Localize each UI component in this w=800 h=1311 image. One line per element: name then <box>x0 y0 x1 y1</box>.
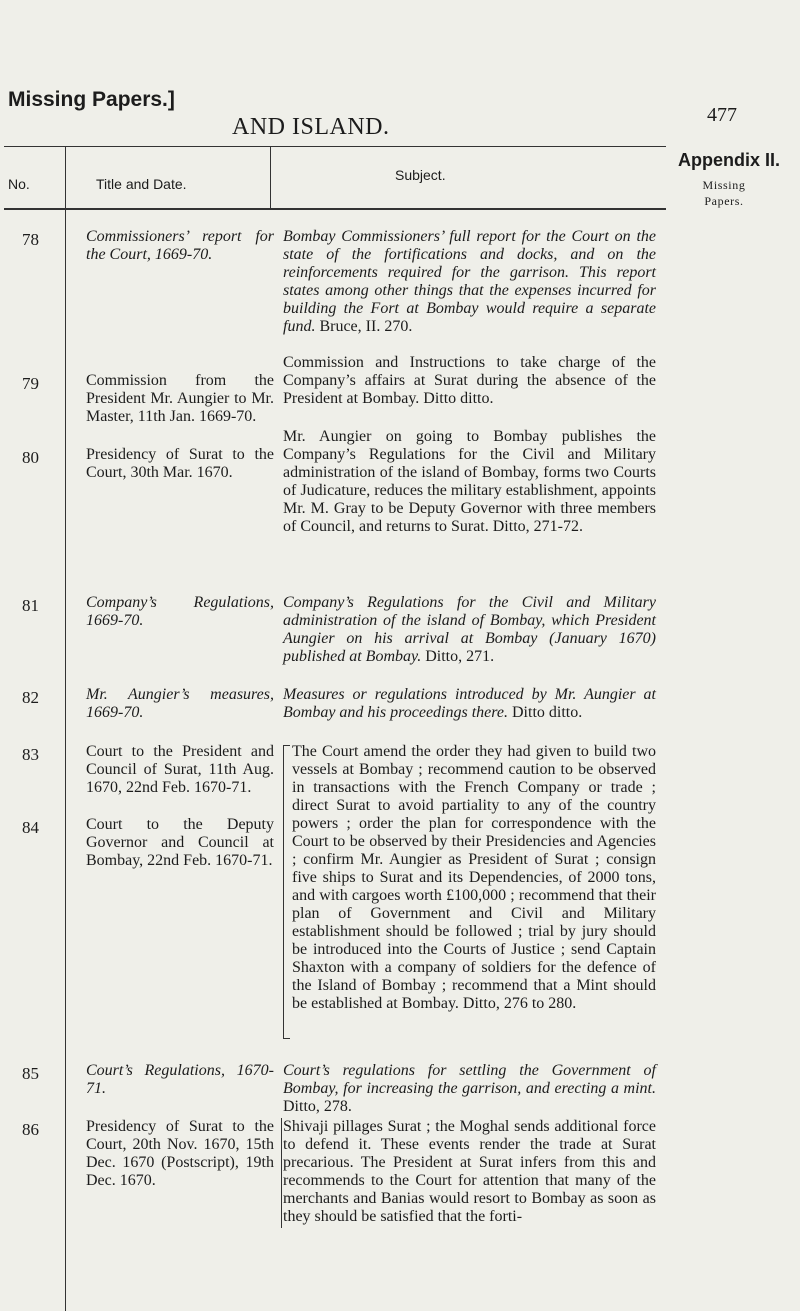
entry-subject-text: Bombay Commissioners’ full report for the Court on the state of the fortifications and docks, and on the reinforcements required for the garrison. This report states among other things that the expenses incurred for building the Fort at Bombay would require a separate fund. <box>283 228 656 335</box>
entry-reference: Ditto ditto. <box>512 704 583 721</box>
column-divider <box>270 146 271 210</box>
page-number: 477 <box>707 104 737 126</box>
entry-number: 79 <box>22 374 39 393</box>
entry-subject <box>283 686 656 722</box>
entry-title: Court to the President and Council of Surat, 11th Aug. 1670, 22nd Feb. 1670-71. <box>86 743 274 796</box>
entry-reference: Ditto, 271. <box>425 648 495 665</box>
entry-number: 78 <box>22 230 39 249</box>
table-header-rule <box>4 208 666 210</box>
appendix-label: Appendix II. <box>678 150 781 170</box>
entry-number: 86 <box>22 1120 39 1139</box>
entry-number: 82 <box>22 688 39 707</box>
running-head-section: Missing Papers.] <box>8 88 175 111</box>
column-header-no: No. <box>8 176 30 192</box>
column-header-subject: Subject. <box>395 167 446 183</box>
entry-number: 83 <box>22 745 39 764</box>
entry-title: Presidency of Surat to the Court, 20th Nov. 1670, 15th Dec. 1670 (Postscript), 19th Dec. 1670. <box>86 1118 274 1189</box>
running-head-title: AND ISLAND. <box>232 114 390 140</box>
side-note <box>684 177 764 209</box>
entry-subject: Mr. Aungier on going to Bombay publishes the Company’s Regulations for the Civil and Military administration of the island of Bombay, forms two Courts of Judicature, reduces the military establishment, appoints Mr. M. Gray to be Deputy Governor with three members of Council, and returns to Surat. Ditto, 271-72. <box>283 428 656 535</box>
entry-subject-text: Court’s regulations for settling the Government of Bombay, for increasing the garrison, and erecting a mint. <box>283 1062 656 1097</box>
entry-title: Commission from the President Mr. Aungier to Mr. Master, 11th Jan. 1669-70. <box>86 372 274 425</box>
entry-number: 85 <box>22 1064 39 1083</box>
entry-subject: Shivaji pillages Surat ; the Moghal sends additional force to defend it. These events render the trade at Surat precarious. The President at Surat infers from this and recommends to the Court for attention that many of the merchants and Banias would resort to Bombay as soon as they should be satisfied that the forti- <box>283 1118 656 1225</box>
grouping-brace <box>283 745 290 1039</box>
table-top-rule <box>4 146 666 147</box>
entry-subject <box>283 1062 656 1116</box>
entry-title: Commissioners’ report for the Court, 1669-70. <box>86 228 274 263</box>
side-note-line: Missing <box>702 178 746 192</box>
entry-subject: Commission and Instructions to take charge of the Company’s affairs at Surat during the absence of the President at Bombay. Ditto ditto. <box>283 354 656 407</box>
side-note-line: Papers. <box>704 194 744 208</box>
entry-number: 81 <box>22 596 39 615</box>
entry-subject <box>283 594 656 666</box>
entry-title: Court’s Regulations, 1670-71. <box>86 1062 274 1097</box>
column-header-title: Title and Date. <box>96 176 187 192</box>
entry-title: Court to the Deputy Governor and Council at Bombay, 22nd Feb. 1670-71. <box>86 816 274 869</box>
entry-number: 84 <box>22 818 39 837</box>
entry-title: Presidency of Surat to the Court, 30th Mar. 1670. <box>86 446 274 481</box>
entry-title: Company’s Regulations, 1669-70. <box>86 594 274 629</box>
entry-reference: Ditto, 278. <box>283 1098 352 1115</box>
column-divider <box>65 146 66 1311</box>
entry-reference: Bruce, II. 270. <box>319 318 413 335</box>
entry-subject <box>283 228 656 336</box>
entry-subject-shared: The Court amend the order they had given to build two vessels at Bombay ; recommend caution to be observed in transactions with the French Company or trade ; direct Surat to avoid partiality to any of the country powers ; order the plan for correspondence with the Court to be observed by their Presidencies and Agencies ; confirm Mr. Aungier as President of Surat ; consign five ships to Surat and its Dependencies, of 2000 tons, and with cargoes worth £100,000 ; recommend that their plan of Government and Civil and Military establishment should be followed ; trial by jury should be introduced into the Courts of Justice ; send Captain Shaxton with a company of soldiers for the defence of the Island of Bombay ; recommend that a Mint should be established at Bombay. Ditto, 276 to 280. <box>292 743 656 1012</box>
entry-subject-text: Company’s Regulations for the Civil and Military administration of the island of Bombay, which President Aungier on his arrival at Bombay (January 1670) published at Bombay. <box>283 594 656 665</box>
entry-subject-text: Measures or regulations introduced by Mr. Aungier at Bombay and his proceedings there. <box>283 686 656 721</box>
entry-title: Mr. Aungier’s measures, 1669-70. <box>86 686 274 721</box>
row-side-rule <box>281 1118 282 1228</box>
entry-number: 80 <box>22 448 39 467</box>
